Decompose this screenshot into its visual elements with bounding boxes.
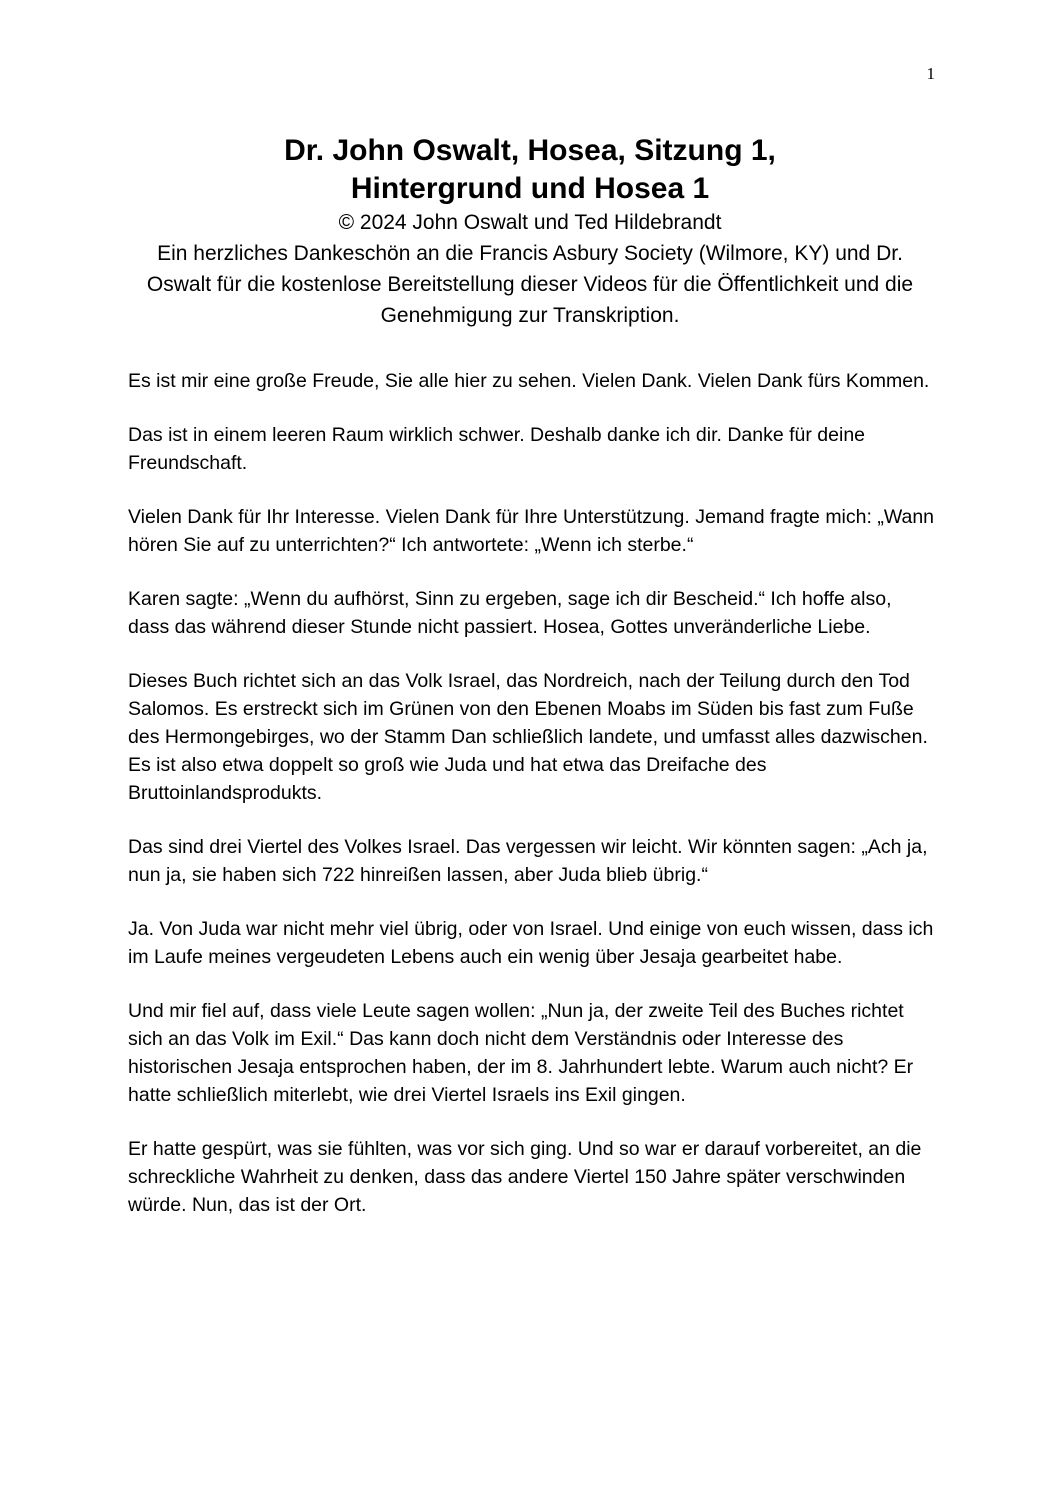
page-number: 1 [926, 64, 935, 83]
body-paragraph: Vielen Dank für Ihr Interesse. Vielen Dank für Ihre Unterstützung. Jemand fragte mich: „Wann hören Sie auf zu unterrichten?“ Ich antwortete: „Wenn ich sterbe.“ [128, 506, 935, 556]
document-title-line-2: Hintergrund und Hosea 1 [350, 172, 710, 205]
body-paragraph: Das ist in einem leeren Raum wirklich schwer. Deshalb danke ich dir. Danke für deine Freundschaft. [128, 424, 866, 474]
body-paragraph: Es ist mir eine große Freude, Sie alle hier zu sehen. Vielen Dank. Vielen Dank fürs Kommen. [128, 370, 930, 392]
body-paragraph: Und mir fiel auf, dass viele Leute sagen wollen: „Nun ja, der zweite Teil des Buches richtet sich an das Volk im Exil.“ Das kann doch nicht dem Verständnis oder Interesse des historischen Jesaja entsprochen haben, der im 8. Jahrhundert lebte. Warum auch nicht? Er hatte schließlich miterlebt, wie drei Viertel Israels ins Exil gingen. [128, 1000, 914, 1106]
body-paragraph: Er hatte gespürt, was sie fühlten, was vor sich ging. Und so war er darauf vorbereitet, an die schreckliche Wahrheit zu denken, dass das andere Viertel 150 Jahre später verschwinden würde. Nun, das ist der Ort. [128, 1138, 922, 1216]
body-paragraph: Dieses Buch richtet sich an das Volk Israel, das Nordreich, nach der Teilung durch den Tod Salomos. Es erstreckt sich im Grünen von den Ebenen Moabs im Süden bis fast zum Fuße des Hermongebirges, wo der Stamm Dan schließlich landete, und umfasst alles dazwischen. Es ist also etwa doppelt so groß wie Juda und hat etwa das Dreifache des Bruttoinlandsprodukts. [128, 670, 928, 804]
body-paragraph: Karen sagte: „Wenn du aufhörst, Sinn zu ergeben, sage ich dir Bescheid.“ Ich hoffe also, dass das während dieser Stunde nicht passiert. Hosea, Gottes unveränderliche Liebe. [128, 588, 892, 638]
document-header [120, 132, 940, 331]
document-title-line-1: Dr. John Oswalt, Hosea, Sitzung 1, [284, 134, 776, 167]
copyright-notice: © 2024 John Oswalt und Ted Hildebrandt [338, 211, 722, 234]
document-body [128, 367, 938, 1245]
body-paragraph: Das sind drei Viertel des Volkes Israel. Das vergessen wir leicht. Wir könnten sagen: „Ach ja, nun ja, sie haben sich 722 hinreißen lassen, aber Juda blieb übrig.“ [128, 836, 928, 886]
acknowledgement: Ein herzliches Dankeschön an die Francis Asbury Society (Wilmore, KY) und Dr. Oswalt für die kostenlose Bereitstellung dieser Videos für die Öffentlichkeit und die Genehmigung zur Transkription. [146, 242, 914, 327]
body-paragraph: Ja. Von Juda war nicht mehr viel übrig, oder von Israel. Und einige von euch wissen, dass ich im Laufe meines vergeudeten Lebens auch ein wenig über Jesaja gearbeitet habe. [128, 918, 934, 968]
